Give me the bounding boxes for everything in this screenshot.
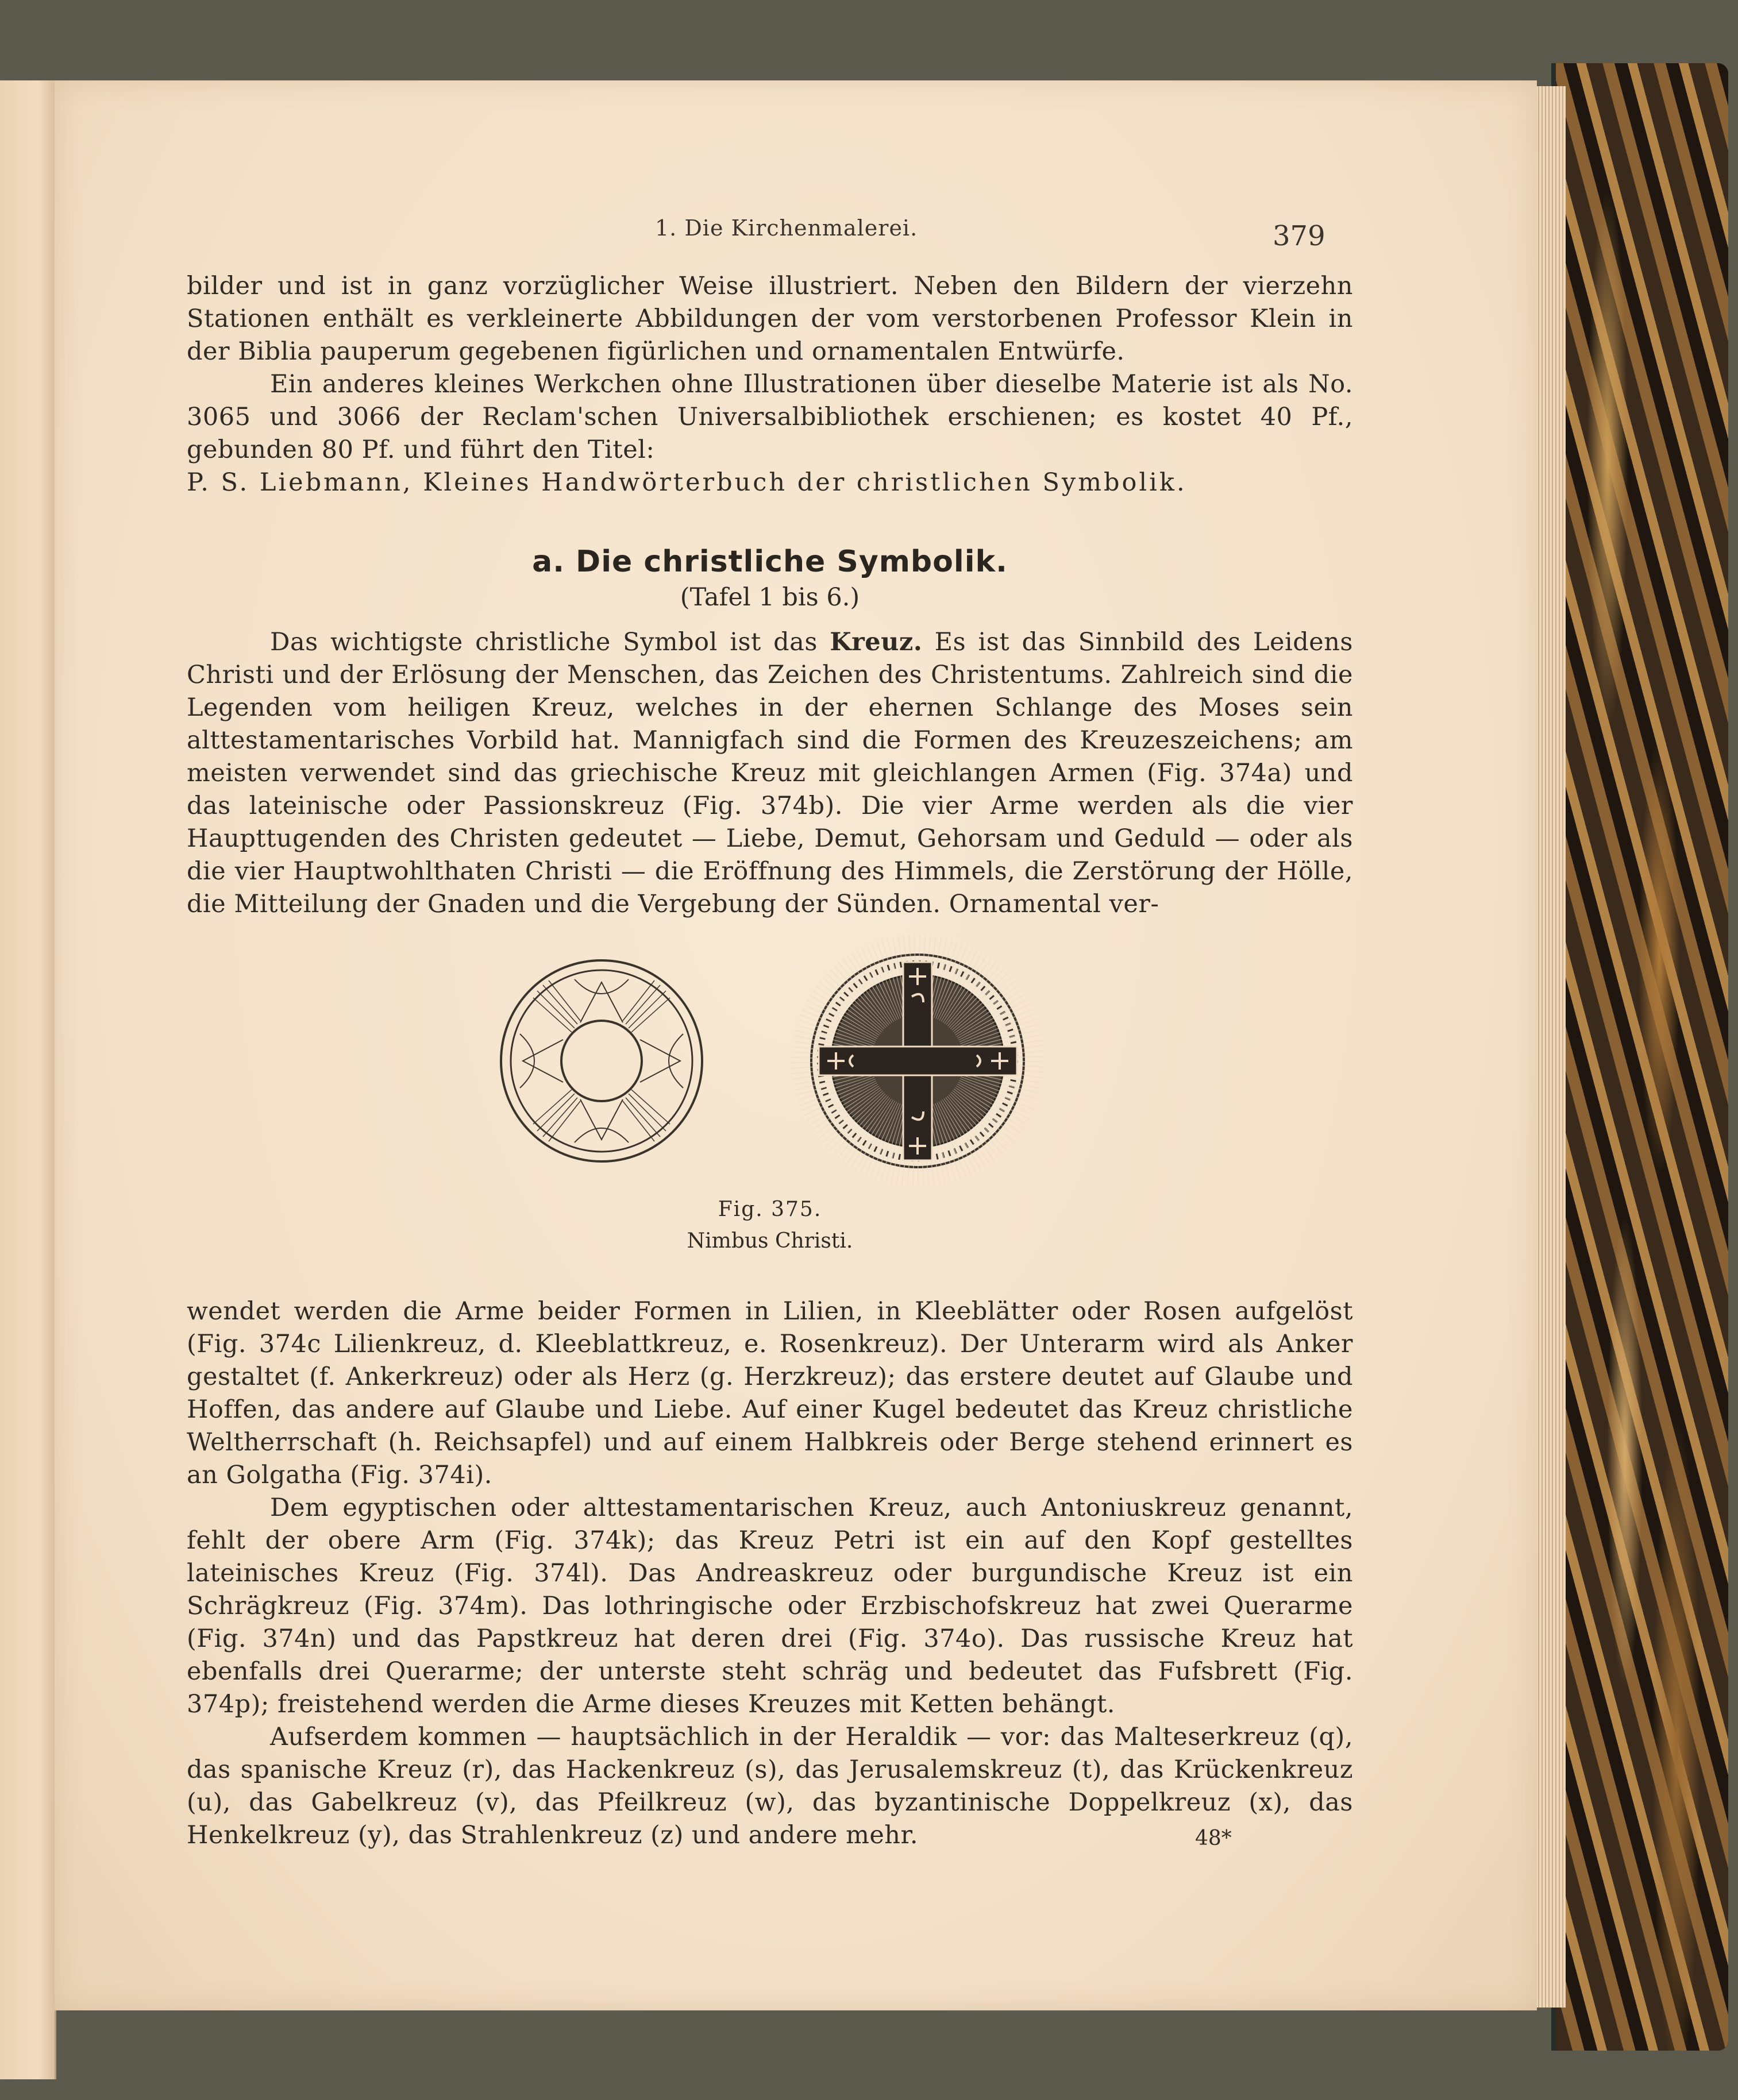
- intro-paragraph-1: bilder und ist in ganz vorzüglicher Weise illustriert. Neben den Bildern der vierzehn Stationen enthält es verkleinerte Abbildungen der vom verstorbenen Professor Klein in der Biblia pauperum gegebenen figürlichen und ornamentalen Entwürfe.: [187, 272, 1353, 366]
- intro-text: [187, 270, 1353, 499]
- body-paragraph-heraldry: Aufserdem kommen — hauptsächlich in der Heraldik — vor: das Malteserkreuz (q), das spanische Kreuz (r), das Hackenkreuz (s), das Jerusalemskreuz (t), das Krückenkreuz (u), das Gabelkreuz (v), das Pfeilkreuz (w), das byzantinische Doppelkreuz (x), das Henkelkreuz (y), das Strahlenkreuz (z) und andere mehr.: [187, 1723, 1353, 1850]
- figure-caption: Nimbus Christi.: [687, 1229, 853, 1253]
- body-text-2: [187, 1295, 1353, 1852]
- figure-375: [494, 928, 1212, 1198]
- nimbus-left-icon: [501, 960, 702, 1161]
- body-text-1: [187, 626, 1353, 921]
- book-title-line: P. S. Liebmann, Kleines Handwörterbuch der christlichen Symbolik.: [187, 468, 1187, 497]
- body-rest: Es ist das Sinnbild des Leidens Christi und der Erlösung der Menschen, das Zeichen des Christentums. Zahlreich sind die Legenden vom heiligen Kreuz, welches in der ehernen Schlange des Moses sein alttestamentarisches Vorbild hat. Mannigfach sind die Formen des Kreuzeszeichens; am meisten verwendet sind das griechische Kreuz mit gleichlangen Armen (Fig. 374a) und das lateinische oder Passionskreuz (Fig. 374b). Die vier Arme werden als die vier Haupttugenden des Christen gedeutet — Liebe, Demut, Gehorsam und Geduld — oder als die vier Hauptwohlthaten Christi — die Eröffnung des Himmels, die Zerstörung der Hölle, die Mitteilung der Gnaden und die Vergebung der Sünden. Ornamental ver-: [187, 628, 1353, 918]
- facing-page-edge: [0, 80, 56, 2079]
- section-subheading: (Tafel 1 bis 6.): [680, 583, 860, 612]
- running-head: 1. Die Kirchenmalerei.: [655, 215, 918, 241]
- signature-mark: 48*: [1195, 1827, 1232, 1850]
- intro-paragraph-2: Ein anderes kleines Werkchen ohne Illustrationen über dieselbe Materie ist als No. 3065 und 3066 der Reclam'schen Universalbibliothek erschienen; es kostet 40 Pf., gebunden 80 Pf. und führt den Titel:: [187, 370, 1353, 464]
- body-paragraph-egyptian: Dem egyptischen oder alttestamentarischen Kreuz, auch Antoniuskreuz genannt, fehlt der obere Arm (Fig. 374k); das Kreuz Petri ist ein auf den Kopf gestelltes lateinisches Kreuz (Fig. 374l). Das Andreaskreuz oder burgundische Kreuz ist ein Schrägkreuz (Fig. 374m). Das lothringische oder Erzbischofskreuz hat zwei Querarme (Fig. 374n) und das Papstkreuz hat deren drei (Fig. 374o). Das russische Kreuz hat ebenfalls drei Querarme; der unterste steht schräg und bedeutet das Fufsbrett (Fig. 374p); freistehend werden die Arme dieses Kreuzes mit Ketten behängt.: [187, 1493, 1353, 1719]
- marbled-book-cover: [1551, 63, 1728, 2051]
- nimbus-illustration: [494, 928, 1212, 1198]
- body-lead: Das wichtigste christliche Symbol ist das: [270, 628, 830, 657]
- body-paragraph-kreuz: [187, 626, 1353, 921]
- figure-number: Fig. 375.: [718, 1198, 822, 1221]
- nimbus-right-icon: [811, 955, 1024, 1167]
- keyword-kreuz: Kreuz.: [830, 628, 923, 657]
- section-heading: a. Die christliche Symbolik.: [532, 545, 1008, 579]
- page-header: [0, 215, 1738, 250]
- page-number: 379: [1273, 220, 1325, 252]
- body-paragraph-ornamental: wendet werden die Arme beider Formen in Lilien, in Kleeblätter oder Rosen aufgelöst (Fig. 374c Lilienkreuz, d. Kleeblattkreuz, e. Rosenkreuz). Der Unterarm wird als Anker gestaltet (f. Ankerkreuz) oder als Herz (g. Herzkreuz); das erstere deutet auf Glaube und Hoffen, das andere auf Glaube und Liebe. Auf einer Kugel bedeutet das Kreuz christliche Weltherrschaft (h. Reichsapfel) und auf einem Halbkreis oder Berge stehend erinnert es an Golgatha (Fig. 374i).: [187, 1297, 1353, 1489]
